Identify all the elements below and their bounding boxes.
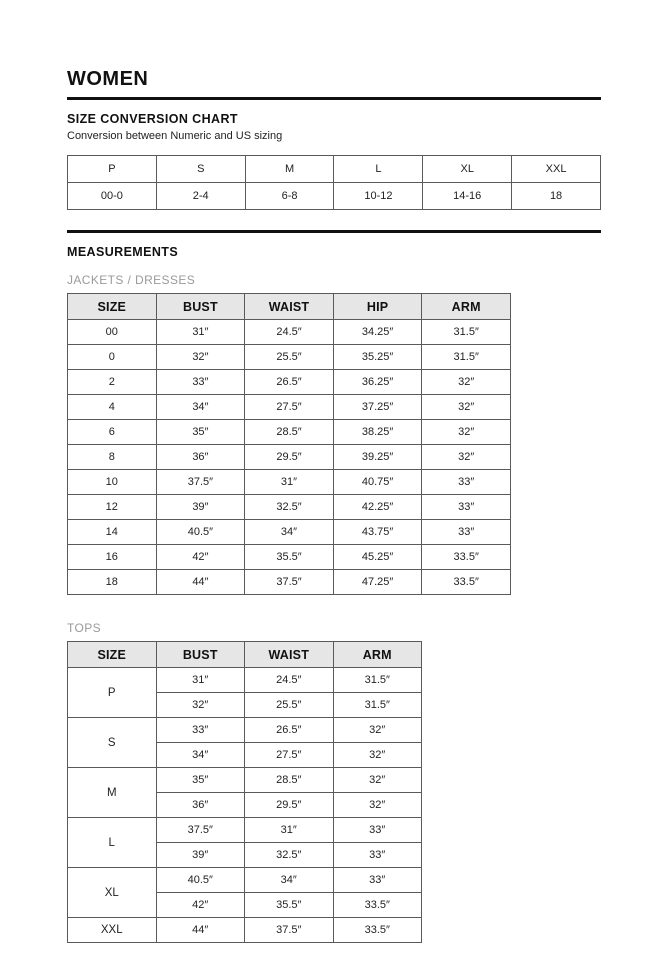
tops-heading: TOPS bbox=[67, 621, 102, 635]
measurement-cell: 35″ bbox=[156, 768, 245, 793]
measurement-cell: 32″ bbox=[156, 345, 245, 370]
numeric-size-cell: 18 bbox=[512, 183, 601, 210]
measurement-cell: 31″ bbox=[245, 818, 334, 843]
measurement-cell: 37.5″ bbox=[245, 570, 334, 595]
jackets-heading: JACKETS / DRESSES bbox=[67, 273, 196, 287]
column-header: WAIST bbox=[245, 642, 334, 668]
size-conversion-table bbox=[67, 155, 601, 210]
conversion-heading: SIZE CONVERSION CHART bbox=[67, 112, 238, 126]
measurement-cell: 33″ bbox=[333, 868, 422, 893]
measurement-cell: 43.75″ bbox=[333, 520, 422, 545]
measurement-cell: 31.5″ bbox=[333, 693, 422, 718]
column-header: ARM bbox=[333, 642, 422, 668]
column-header: ARM bbox=[422, 294, 511, 320]
measurement-cell: 32″ bbox=[156, 693, 245, 718]
measurement-cell: 42.25″ bbox=[333, 495, 422, 520]
size-cell: 8 bbox=[68, 445, 157, 470]
letter-size-cell: L bbox=[334, 156, 423, 183]
measurement-cell: 33″ bbox=[422, 520, 511, 545]
measurement-cell: 33.5″ bbox=[333, 893, 422, 918]
measurement-cell: 35″ bbox=[156, 420, 245, 445]
column-header: BUST bbox=[156, 294, 245, 320]
size-cell: 14 bbox=[68, 520, 157, 545]
measurement-cell: 33.5″ bbox=[333, 918, 422, 943]
measurement-cell: 35.5″ bbox=[245, 545, 334, 570]
measurement-cell: 27.5″ bbox=[245, 395, 334, 420]
measurement-cell: 39″ bbox=[156, 843, 245, 868]
measurement-cell: 25.5″ bbox=[245, 345, 334, 370]
measurement-cell: 40.75″ bbox=[333, 470, 422, 495]
size-cell: 00 bbox=[68, 320, 157, 345]
table-row bbox=[68, 818, 422, 843]
measurement-cell: 33″ bbox=[333, 818, 422, 843]
measurement-cell: 33″ bbox=[422, 470, 511, 495]
table-row bbox=[68, 918, 422, 943]
measurement-cell: 26.5″ bbox=[245, 370, 334, 395]
size-cell: 0 bbox=[68, 345, 157, 370]
conversion-numeric-row bbox=[68, 183, 601, 210]
letter-size-cell: XL bbox=[423, 156, 512, 183]
measurement-cell: 38.25″ bbox=[333, 420, 422, 445]
size-cell: XXL bbox=[68, 918, 157, 943]
size-cell: 18 bbox=[68, 570, 157, 595]
table-row bbox=[68, 370, 511, 395]
title-rule bbox=[67, 97, 601, 100]
measurement-cell: 40.5″ bbox=[156, 520, 245, 545]
measurement-cell: 32″ bbox=[422, 445, 511, 470]
measurement-cell: 44″ bbox=[156, 918, 245, 943]
numeric-size-cell: 6-8 bbox=[245, 183, 334, 210]
tops-table bbox=[67, 641, 422, 943]
measurement-cell: 45.25″ bbox=[333, 545, 422, 570]
page-title: WOMEN bbox=[67, 68, 149, 90]
table-row bbox=[68, 395, 511, 420]
measurement-cell: 47.25″ bbox=[333, 570, 422, 595]
table-row bbox=[68, 320, 511, 345]
table-row bbox=[68, 768, 422, 793]
measurement-cell: 31″ bbox=[245, 470, 334, 495]
size-cell: 4 bbox=[68, 395, 157, 420]
letter-size-cell: M bbox=[245, 156, 334, 183]
conversion-subtitle: Conversion between Numeric and US sizing bbox=[67, 130, 283, 142]
measurement-cell: 34″ bbox=[245, 520, 334, 545]
measurement-cell: 42″ bbox=[156, 545, 245, 570]
size-cell: 10 bbox=[68, 470, 157, 495]
measurement-cell: 34″ bbox=[245, 868, 334, 893]
measurement-cell: 27.5″ bbox=[245, 743, 334, 768]
measurements-heading: MEASUREMENTS bbox=[67, 245, 179, 259]
measurement-cell: 28.5″ bbox=[245, 768, 334, 793]
measurement-cell: 34″ bbox=[156, 743, 245, 768]
size-cell: M bbox=[68, 768, 157, 818]
table-header-row bbox=[68, 642, 422, 668]
measurement-cell: 32″ bbox=[333, 743, 422, 768]
measurement-cell: 36″ bbox=[156, 793, 245, 818]
size-cell: 6 bbox=[68, 420, 157, 445]
measurement-cell: 33″ bbox=[156, 370, 245, 395]
measurement-cell: 32″ bbox=[422, 420, 511, 445]
measurement-cell: 26.5″ bbox=[245, 718, 334, 743]
measurement-cell: 32″ bbox=[333, 793, 422, 818]
column-header: WAIST bbox=[245, 294, 334, 320]
measurement-cell: 34″ bbox=[156, 395, 245, 420]
measurement-cell: 44″ bbox=[156, 570, 245, 595]
measurement-cell: 24.5″ bbox=[245, 320, 334, 345]
measurement-cell: 40.5″ bbox=[156, 868, 245, 893]
measurement-cell: 34.25″ bbox=[333, 320, 422, 345]
table-row bbox=[68, 470, 511, 495]
table-header-row bbox=[68, 294, 511, 320]
measurement-cell: 39.25″ bbox=[333, 445, 422, 470]
measurement-cell: 31.5″ bbox=[333, 668, 422, 693]
size-cell: 2 bbox=[68, 370, 157, 395]
measurement-cell: 35.25″ bbox=[333, 345, 422, 370]
measurement-cell: 37.5″ bbox=[156, 470, 245, 495]
column-header: SIZE bbox=[68, 294, 157, 320]
jackets-dresses-table bbox=[67, 293, 511, 595]
table-row bbox=[68, 445, 511, 470]
numeric-size-cell: 10-12 bbox=[334, 183, 423, 210]
table-row bbox=[68, 420, 511, 445]
table-row bbox=[68, 345, 511, 370]
table-row bbox=[68, 520, 511, 545]
measurement-cell: 33″ bbox=[422, 495, 511, 520]
measurement-cell: 32″ bbox=[422, 395, 511, 420]
measurement-cell: 33.5″ bbox=[422, 570, 511, 595]
column-header: BUST bbox=[156, 642, 245, 668]
measurement-cell: 32″ bbox=[333, 768, 422, 793]
table-row bbox=[68, 495, 511, 520]
measurement-cell: 36.25″ bbox=[333, 370, 422, 395]
measurement-cell: 32.5″ bbox=[245, 495, 334, 520]
measurement-cell: 29.5″ bbox=[245, 793, 334, 818]
size-cell: 16 bbox=[68, 545, 157, 570]
measurement-cell: 33″ bbox=[156, 718, 245, 743]
measurement-cell: 33″ bbox=[333, 843, 422, 868]
numeric-size-cell: 00-0 bbox=[68, 183, 157, 210]
numeric-size-cell: 2-4 bbox=[156, 183, 245, 210]
measurement-cell: 32″ bbox=[422, 370, 511, 395]
table-row bbox=[68, 718, 422, 743]
measurement-cell: 42″ bbox=[156, 893, 245, 918]
conversion-letter-row bbox=[68, 156, 601, 183]
measurement-cell: 35.5″ bbox=[245, 893, 334, 918]
column-header: HIP bbox=[333, 294, 422, 320]
measurement-cell: 37.5″ bbox=[156, 818, 245, 843]
size-cell: S bbox=[68, 718, 157, 768]
measurement-cell: 31.5″ bbox=[422, 320, 511, 345]
table-row bbox=[68, 545, 511, 570]
size-cell: L bbox=[68, 818, 157, 868]
size-cell: P bbox=[68, 668, 157, 718]
letter-size-cell: S bbox=[156, 156, 245, 183]
size-cell: XL bbox=[68, 868, 157, 918]
column-header: SIZE bbox=[68, 642, 157, 668]
measurement-cell: 31″ bbox=[156, 320, 245, 345]
measurement-cell: 32.5″ bbox=[245, 843, 334, 868]
measurement-cell: 29.5″ bbox=[245, 445, 334, 470]
table-row bbox=[68, 868, 422, 893]
measurement-cell: 37.25″ bbox=[333, 395, 422, 420]
table-row bbox=[68, 668, 422, 693]
measurement-cell: 24.5″ bbox=[245, 668, 334, 693]
numeric-size-cell: 14-16 bbox=[423, 183, 512, 210]
measurement-cell: 36″ bbox=[156, 445, 245, 470]
measurement-cell: 39″ bbox=[156, 495, 245, 520]
measurement-cell: 31″ bbox=[156, 668, 245, 693]
letter-size-cell: XXL bbox=[512, 156, 601, 183]
table-row bbox=[68, 570, 511, 595]
measurement-cell: 25.5″ bbox=[245, 693, 334, 718]
measurements-rule bbox=[67, 230, 601, 233]
measurement-cell: 33.5″ bbox=[422, 545, 511, 570]
measurement-cell: 31.5″ bbox=[422, 345, 511, 370]
measurement-cell: 32″ bbox=[333, 718, 422, 743]
measurement-cell: 37.5″ bbox=[245, 918, 334, 943]
size-cell: 12 bbox=[68, 495, 157, 520]
measurement-cell: 28.5″ bbox=[245, 420, 334, 445]
letter-size-cell: P bbox=[68, 156, 157, 183]
